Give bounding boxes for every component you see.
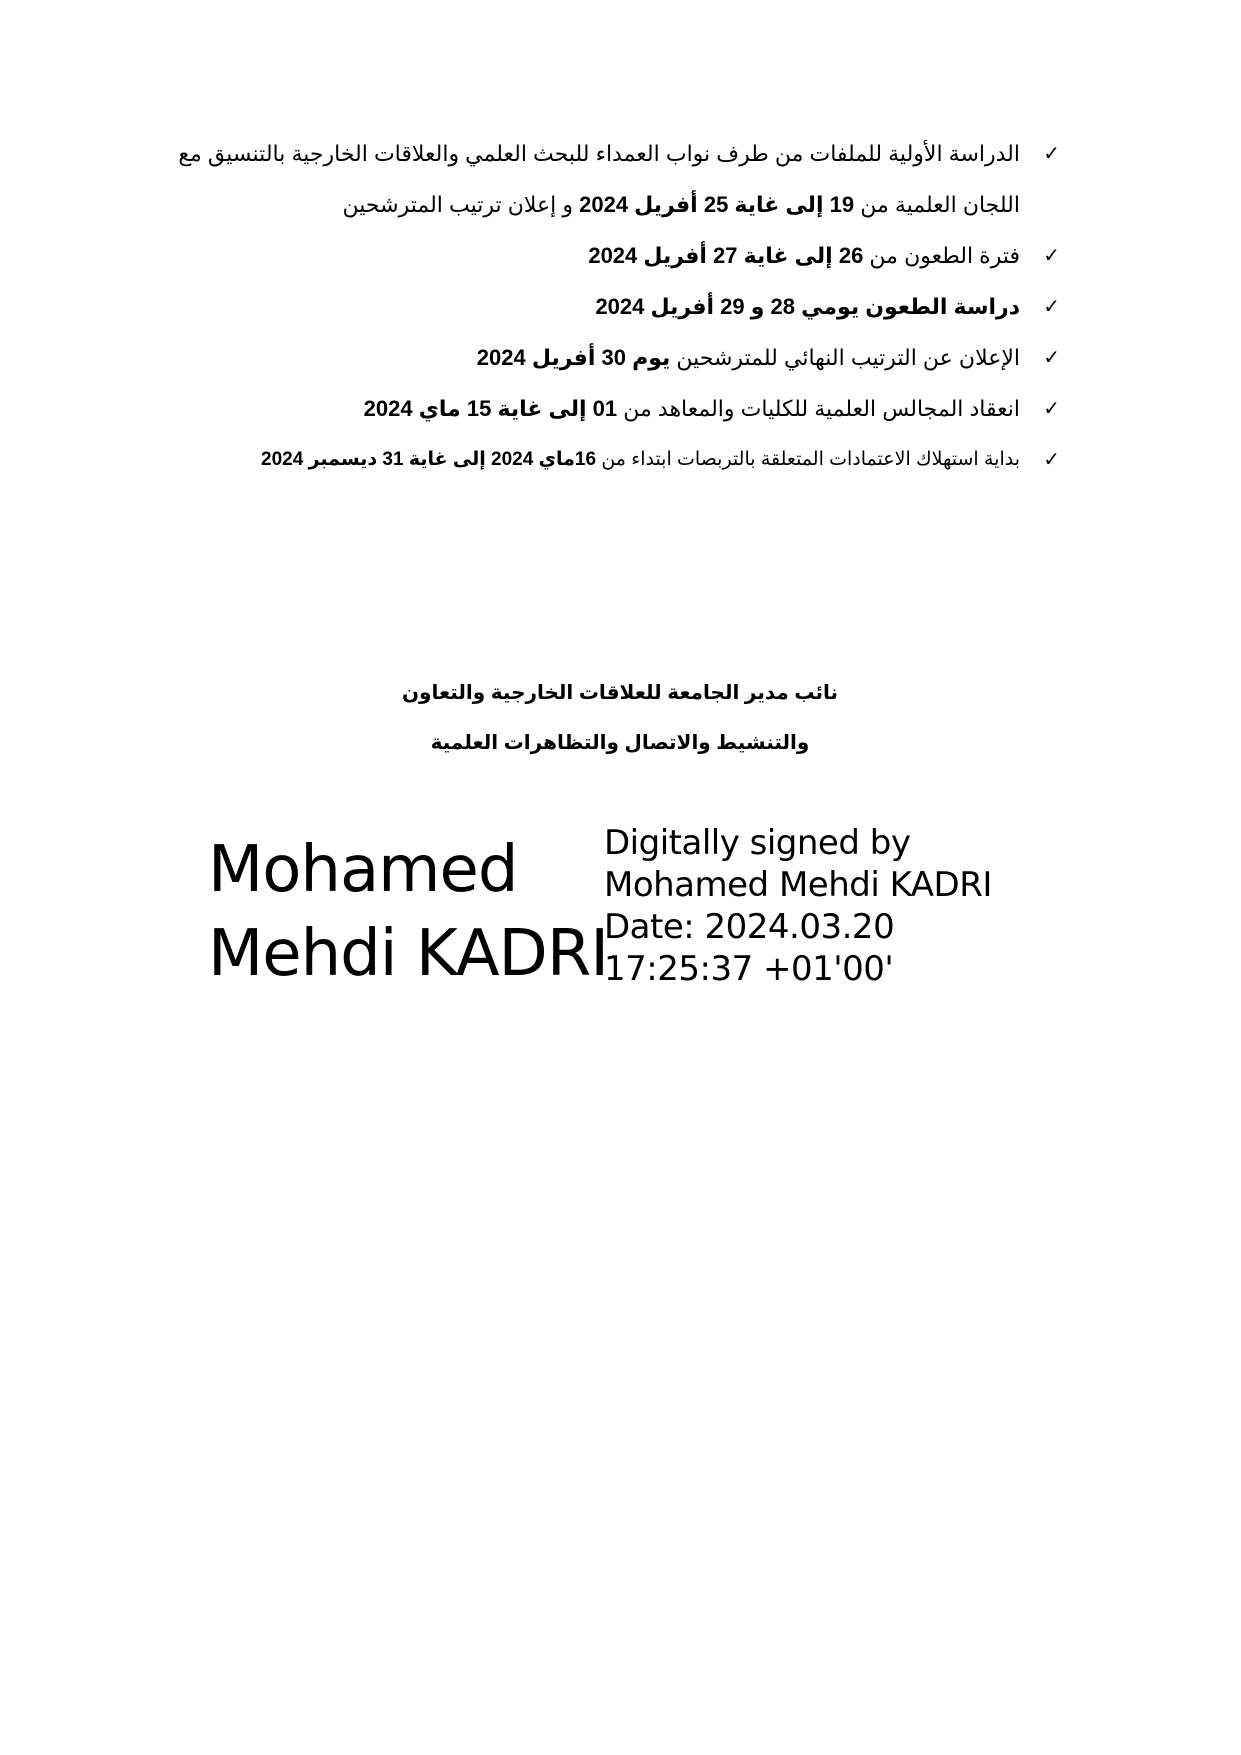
- schedule-item-dates: 01 إلى غاية 15 ماي 2024: [363, 396, 618, 421]
- checkmark-icon: ✓: [1043, 396, 1060, 420]
- checkmark-icon: ✓: [1043, 345, 1060, 369]
- schedule-item-text: الدراسة الأولية للملفات من طرف نواب العمداء للبحث العلمي والعلاقات الخارجية بالتنسيق مع: [178, 141, 1020, 166]
- signatory-title: [300, 668, 940, 768]
- signatory-title-line1: نائب مدير الجامعة للعلاقات الخارجية والتعاون: [401, 682, 839, 704]
- signature-name-line2: Mehdi KADRI: [208, 917, 609, 991]
- signature-time: 17:25:37 +01'00': [604, 949, 894, 989]
- schedule-item-credits-consumption: [140, 434, 1060, 485]
- digital-signature-name: [208, 828, 608, 996]
- checkmark-icon: ✓: [1043, 294, 1060, 318]
- schedule-item-dates: 26 إلى غاية 27 أفريل 2024: [588, 243, 864, 268]
- schedule-item-text: بداية استهلاك الاعتمادات المتعلقة بالتربصات ابتداء من: [596, 449, 1020, 470]
- schedule-item-appeals-study: [140, 281, 1060, 332]
- signature-name-line1: Mohamed: [208, 833, 518, 907]
- signature-date: Date: 2024.03.20: [604, 907, 895, 947]
- checkmark-icon: ✓: [1043, 243, 1060, 267]
- checkmark-icon: ✓: [1043, 447, 1060, 471]
- signature-details-line2: Mohamed Mehdi KADRI: [604, 865, 992, 905]
- schedule-list: [140, 128, 1060, 485]
- checkmark-icon: ✓: [1043, 141, 1060, 165]
- schedule-item-text: دراسة الطعون يومي 28 و 29 أفريل 2024: [595, 294, 1020, 319]
- digital-signature-details: [604, 822, 992, 990]
- schedule-item-text-continued: اللجان العلمية من 19 إلى غاية 25 أفريل 2024 و إعلان ترتيب المترشحين: [342, 192, 1020, 217]
- schedule-item-appeals-period: [140, 230, 1060, 281]
- signatory-title-line2: والتنشيط والاتصال والتظاهرات العلمية: [430, 732, 810, 754]
- schedule-item-dates: يوم 30 أفريل 2024: [476, 345, 671, 370]
- signature-details-line1: Digitally signed by: [604, 823, 911, 863]
- schedule-item-text: انعقاد المجالس العلمية للكليات والمعاهد من: [617, 396, 1020, 421]
- schedule-item-scientific-councils: [140, 383, 1060, 434]
- schedule-item-dates: 19 إلى غاية 25 أفريل 2024: [579, 192, 855, 217]
- schedule-item-initial-study: [140, 128, 1060, 230]
- schedule-item-dates: 16ماي 2024 إلى غاية 31 ديسمبر 2024: [261, 449, 597, 470]
- schedule-item-final-ranking: [140, 332, 1060, 383]
- schedule-item-text: فترة الطعون من: [863, 243, 1020, 268]
- schedule-item-text: الإعلان عن الترتيب النهائي للمترشحين: [670, 345, 1020, 370]
